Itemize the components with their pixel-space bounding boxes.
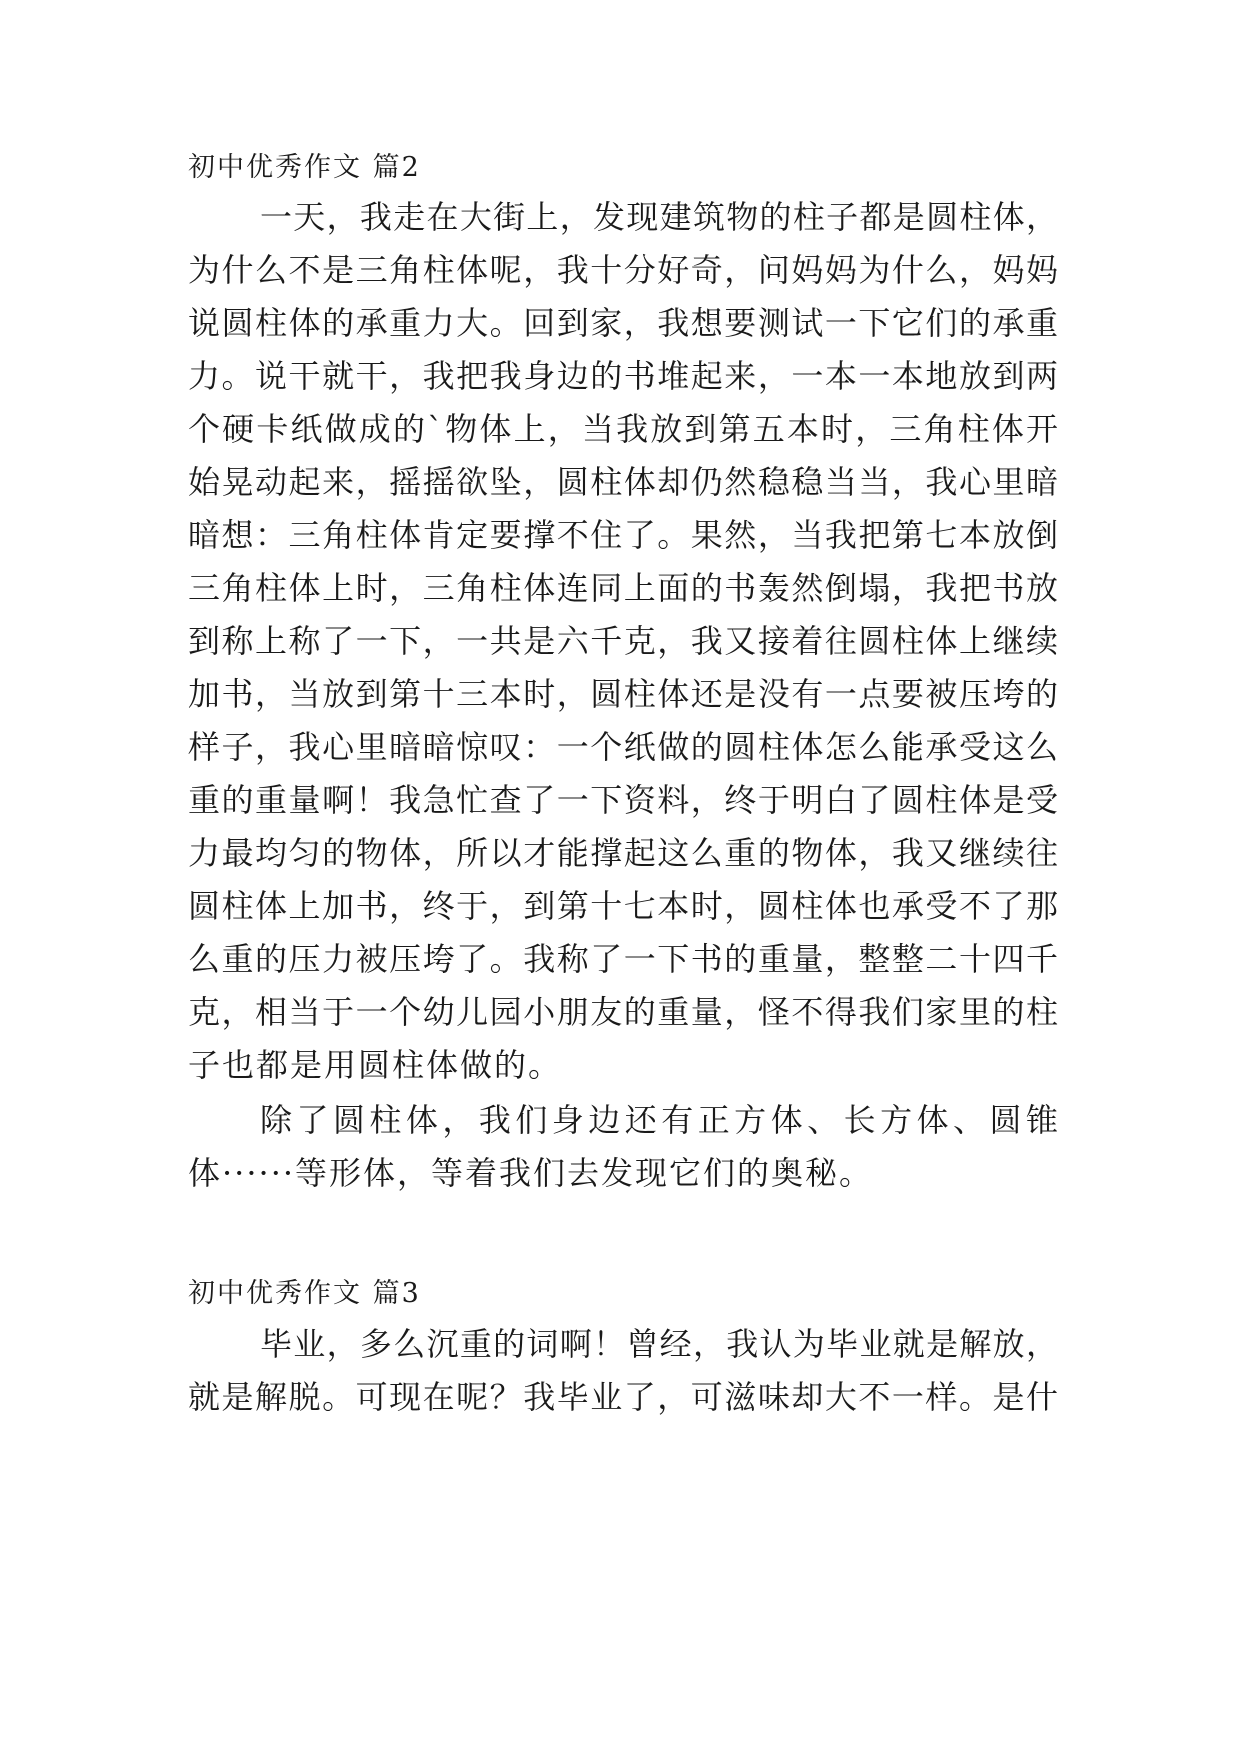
text-line: 子也都是用圆柱体做的。 bbox=[188, 1046, 563, 1084]
text-line: 一天，我走在大街上，发现建筑物的柱子都是圆柱体， bbox=[260, 198, 1058, 236]
text-line: 说圆柱体的承重力大。回到家，我想要测试一下它们的承重 bbox=[188, 304, 1058, 342]
text-line: 个硬卡纸做成的`物体上，当我放到第五本时，三角柱体开 bbox=[188, 410, 1058, 448]
text-line: 始晃动起来，摇摇欲坠，圆柱体却仍然稳稳当当，我心里暗 bbox=[188, 463, 1058, 501]
text-line: 加书，当放到第十三本时，圆柱体还是没有一点要被压垮的 bbox=[188, 675, 1058, 713]
text-line: 样子，我心里暗暗惊叹：一个纸做的圆柱体怎么能承受这么 bbox=[188, 728, 1058, 766]
text-line: 力。说干就干，我把我身边的书堆起来，一本一本地放到两 bbox=[188, 357, 1058, 395]
text-line: 毕业，多么沉重的词啊！曾经，我认为毕业就是解放， bbox=[260, 1325, 1058, 1363]
text-line: 暗想：三角柱体肯定要撑不住了。果然，当我把第七本放倒 bbox=[188, 516, 1058, 554]
section-heading: 初中优秀作文 篇2 bbox=[188, 152, 421, 183]
text-line: 么重的压力被压垮了。我称了一下书的重量，整整二十四千 bbox=[188, 940, 1058, 978]
text-line: 体······等形体，等着我们去发现它们的奥秘。 bbox=[188, 1154, 874, 1192]
text-line: 除了圆柱体，我们身边还有正方体、长方体、圆锥 bbox=[260, 1101, 1058, 1139]
text-line: 重的重量啊！我急忙查了一下资料，终于明白了圆柱体是受 bbox=[188, 781, 1058, 819]
text-line: 为什么不是三角柱体呢，我十分好奇，问妈妈为什么，妈妈 bbox=[188, 251, 1058, 289]
section-heading: 初中优秀作文 篇3 bbox=[188, 1278, 421, 1309]
text-line: 到称上称了一下，一共是六千克，我又接着往圆柱体上继续 bbox=[188, 622, 1058, 660]
text-line: 克，相当于一个幼儿园小朋友的重量，怪不得我们家里的柱 bbox=[188, 993, 1058, 1031]
text-line: 力最均匀的物体，所以才能撑起这么重的物体，我又继续往 bbox=[188, 834, 1058, 872]
text-line: 就是解脱。可现在呢？我毕业了，可滋味却大不一样。是什 bbox=[188, 1378, 1058, 1416]
text-line: 三角柱体上时，三角柱体连同上面的书轰然倒塌，我把书放 bbox=[188, 569, 1058, 607]
text-line: 圆柱体上加书，终于，到第十七本时，圆柱体也承受不了那 bbox=[188, 887, 1058, 925]
